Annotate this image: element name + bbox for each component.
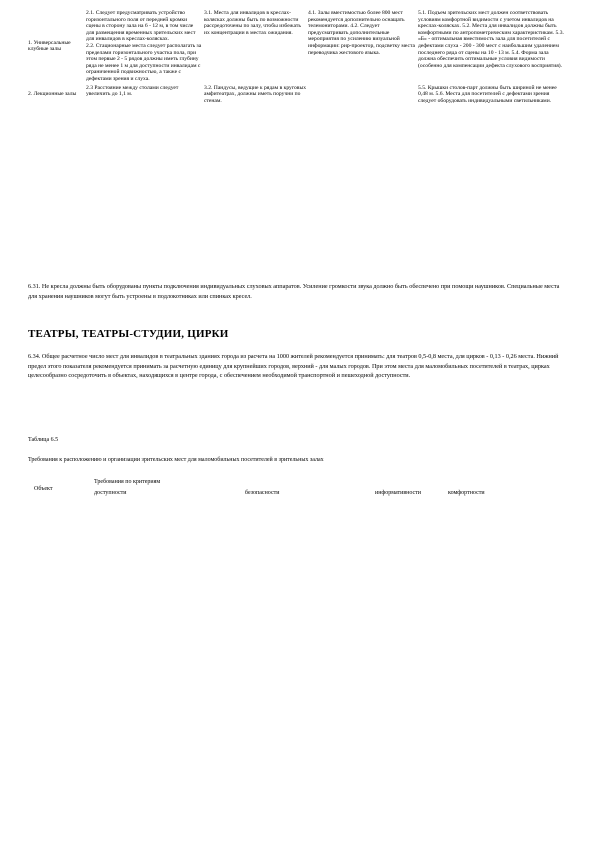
table-cell-accessibility	[86, 85, 204, 107]
header-accessibility: доступности	[94, 490, 127, 496]
table-cell-text: 2.3 Расстояние между столами следует увеличить до 1,1 м.	[86, 84, 179, 98]
header-object: Объект	[34, 486, 53, 492]
section-heading: ТЕАТРЫ, ТЕАТРЫ-СТУДИИ, ЦИРКИ	[28, 328, 229, 340]
table-cell-comfort: 5.1. Подъем зрительских мест должен соответствовать условиям комфортной видимости с учетом инвалидов на креслах-колясках. 5.2. Места для инвалидов должны быть комфортными по антропометрическим характеристикам. 5.3. «Б» - оптимальная вместимость зала для посетителей с дефектами слуха - 200 - 300 мест с наибольшим удалением последнего ряда от сцены на 10 - 13 м. 5.4. Форма зала должна обеспечить оптимальные условия видимости (особенно для компенсации дефекта слухового восприятия).	[418, 10, 564, 69]
table-cell-safety: 3.1. Места для инвалидов в креслах-колясках должны быть по возможности рассредоточены по залу, чтобы избежать их концентрации в местах ожидания.	[204, 10, 301, 36]
table-caption: Требования к расположению и организации зрительских мест для маломобильных посетителей в зрительных залах	[28, 457, 324, 463]
header-comfort: комфортности	[448, 490, 485, 496]
table-cell-object: 1. Универсальные клубные залы	[28, 39, 71, 53]
table-cell-text: 2.2. Стационарные места следует располагать за пределами горизонтального участка пола, при этом первые 2 - 5 рядов должны иметь глубину ряда не менее 1 м для доступности инвалидам с ограниченной подвижностью, а также с дефектами зрения и слуха.	[86, 42, 202, 82]
table-cell-text: 2.1. Следует предусматривать устройство горизонтального поля от передней кромки сцены в сторону зала на 6 - 12 м, в том числе для размещения временных зрительских мест для инвалидов в креслах-колясках.	[86, 10, 196, 43]
table-cell-accessibility	[86, 10, 204, 85]
table-cell-information	[308, 85, 418, 107]
header-information: информативности	[375, 490, 422, 496]
table-cell-information: 4.1. Залы вместимостью более 800 мест рекомендуется дополнительно оснащать телемониторами. 4.2. Следует предусматривать дополнительные мероприятия по усилению визуальной информации: рир-проектор, подсветку места переводчика жестового языка.	[308, 10, 415, 56]
header-safety: безопасности	[245, 490, 280, 496]
table-label: Таблица 6.5	[28, 437, 59, 443]
paragraph-6-34: 6.34. Общее расчетное число мест для инвалидов в театральных зданиях города из расчета на 1000 жителей рекомендуется принимать: для театров 0,5-0,8 места, для цирков - 0,13 - 0,26 места. Нижний предел этого показателя рекомендуется принимать за расчетную единицу для крупнейших городов, верхний - для малых городов. При этом места для маломобильных посетителей в театрах, цирках целесообразно сосредоточить в объектах, находящихся в центре города, с обеспечением необходимой транспортной и пешеходной доступности.	[28, 353, 559, 380]
table-cell-comfort: 5.5. Крышки столов-парт должны быть шириной не менее 0,48 м. 5.6. Места для посетителей с дефектами зрения следует оборудовать индивидуальными светильниками.	[418, 84, 557, 104]
requirements-table	[28, 10, 568, 106]
table-cell-object: 2. Лекционные залы	[28, 91, 77, 98]
table-row	[28, 85, 568, 107]
header-criteria-group: Требования по критериям	[94, 479, 161, 485]
table-row	[28, 10, 568, 85]
paragraph-6-31: 6.31. Не кресла должны быть оборудованы пункты подключения индивидуальных слуховых аппаратов. Усиление громкости звука должно быть обеспечено при помощи наушников. Специальные места для хранения наушников могут быть устроены в подлокотниках или спинках кресел.	[28, 283, 560, 300]
table-cell-safety: 3.2. Пандусы, ведущие к рядам в круговых амфитеатрах, должны иметь поручни по стенам.	[204, 84, 307, 104]
